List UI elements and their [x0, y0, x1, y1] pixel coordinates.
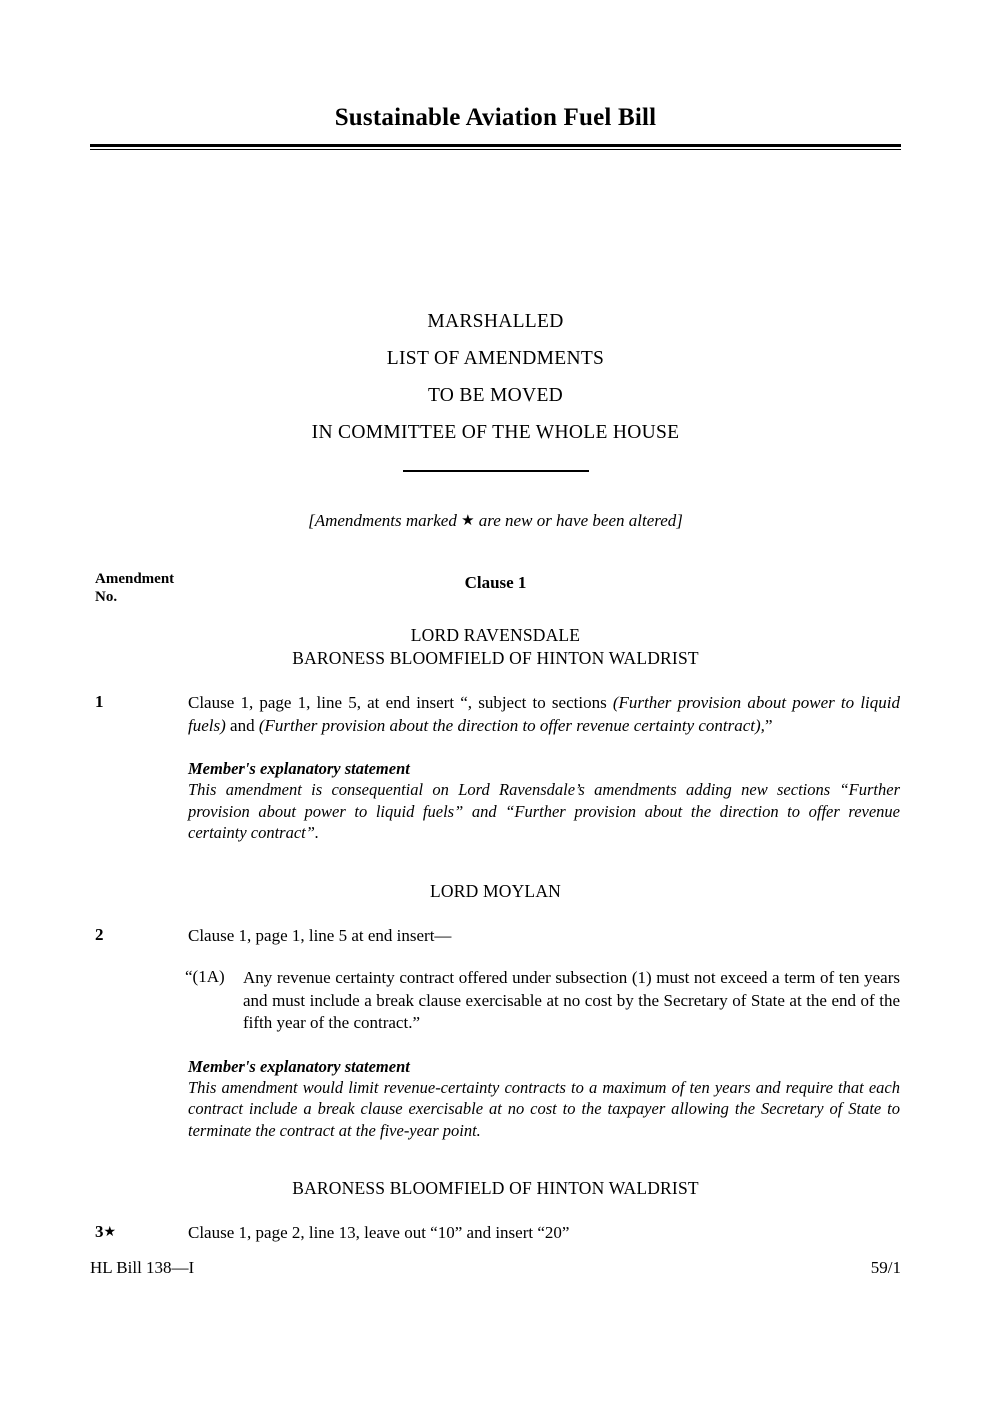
spacer [0, 844, 991, 880]
footer-page-reference: 59/1 [870, 1258, 901, 1277]
footer-bill-reference: HL Bill 138—I [90, 1258, 195, 1277]
amendment-1-text-part-1: Clause 1, page 1, line 5, at end insert “, subject to sections [188, 693, 613, 712]
spacer [0, 1200, 991, 1222]
amendment-1-text-part-3: ” [764, 715, 773, 735]
page-title: Sustainable Aviation Fuel Bill [334, 104, 657, 131]
amendment-2-subclause [185, 967, 900, 1035]
amendments-content [0, 624, 991, 1245]
amendment-2-number [95, 925, 104, 945]
amendment-1-italic-section-1: (Further provision about power to liquid fuels) [188, 693, 900, 735]
heading-separator-rule [0, 470, 991, 488]
sponsor-name-lord-ravensdale: LORD RAVENSDALE [410, 625, 581, 645]
heading-line-in-committee: IN COMMITTEE OF THE WHOLE HOUSE [311, 422, 680, 443]
amendment-2 [0, 925, 991, 1142]
page-footer [90, 1258, 901, 1278]
amendment-3-text-part-1: Clause 1, page 2, line 13, leave out “10” and insert “20” [188, 1223, 570, 1242]
amendment-label-line-2: No. [95, 588, 118, 605]
amendment-number-value: 2 [95, 924, 104, 944]
star-icon: ★ [461, 513, 475, 529]
sponsor-name-lord-moylan: LORD MOYLAN [429, 880, 561, 901]
sponsor-group-1 [0, 624, 991, 670]
heading-line-list-of-amendments: LIST OF AMENDMENTS [386, 348, 605, 369]
note-text-close: are new or have been altered] [474, 511, 683, 530]
subclause-text: Any revenue certainty contract offered under subsection (1) must not exceed a term of ten years and must include a break clause exercisable at no cost by the Secretary of State at the end of the fifth year of the contract.” [243, 968, 900, 1032]
document-heading-block [90, 303, 901, 451]
amendment-2-text-part-1: Clause 1, page 1, line 5 at end insert— [188, 925, 452, 945]
subclause-label: “(1A) [185, 967, 225, 986]
amendment-1-number [95, 692, 104, 712]
amendment-1-explanatory-statement [188, 758, 900, 844]
amendment-2-explanatory-statement [188, 1056, 900, 1142]
sponsor-group-2 [0, 880, 991, 903]
note-text-open: [Amendments marked [308, 511, 462, 530]
explanatory-statement-title: Member's explanatory statement [188, 759, 410, 778]
sponsor-name-baroness-bloomfield-2: BARONESS BLOOMFIELD OF HINTON WALDRIST [292, 1178, 699, 1198]
explanatory-statement-title: Member's explanatory statement [188, 1056, 410, 1076]
amendment-3 [0, 1222, 991, 1245]
amendment-1-text [188, 692, 900, 737]
sponsor-group-3 [0, 1177, 991, 1200]
sponsor-name-baroness-bloomfield: BARONESS BLOOMFIELD OF HINTON WALDRIST [292, 648, 699, 668]
heading-line-to-be-moved: TO BE MOVED [427, 385, 564, 406]
amendment-3-text [188, 1222, 900, 1245]
starred-amendments-note [90, 511, 901, 531]
title-rule-thin [90, 149, 901, 150]
spacer [0, 903, 991, 925]
title-double-rule [90, 144, 901, 150]
title-rule-thick [90, 144, 901, 147]
amendment-label-line-1: Amendment [95, 571, 175, 587]
amendment-1 [0, 692, 991, 844]
amendment-number-value: 1 [95, 692, 104, 711]
amendment-1-text-part-2: and [225, 715, 259, 735]
spacer [0, 670, 991, 692]
clause-heading: Clause 1 [464, 573, 527, 592]
heading-line-marshalled: MARSHALLED [427, 311, 564, 332]
star-icon: ★ [103, 1225, 117, 1240]
amendment-1-italic-section-2: (Further provision about the direction to offer revenue certainty contract), [258, 715, 765, 735]
spacer [0, 1141, 991, 1177]
amendment-number-value: 3 [95, 1222, 104, 1241]
amendment-3-number [95, 1222, 116, 1242]
amendment-2-text [188, 925, 900, 948]
explanatory-statement-text: This amendment would limit revenue-certainty contracts to a maximum of ten years and require that each contract include a break clause exercisable at no cost to the taxpayer allowing the Secretary of State to terminate the contract at the five-year point. [188, 1077, 900, 1140]
explanatory-statement-text: This amendment is consequential on Lord Ravensdale’s amendments adding new sections “Further provision about power to liquid fuels” and “Further provision about the direction to offer revenue certainty contract”. [188, 780, 900, 842]
